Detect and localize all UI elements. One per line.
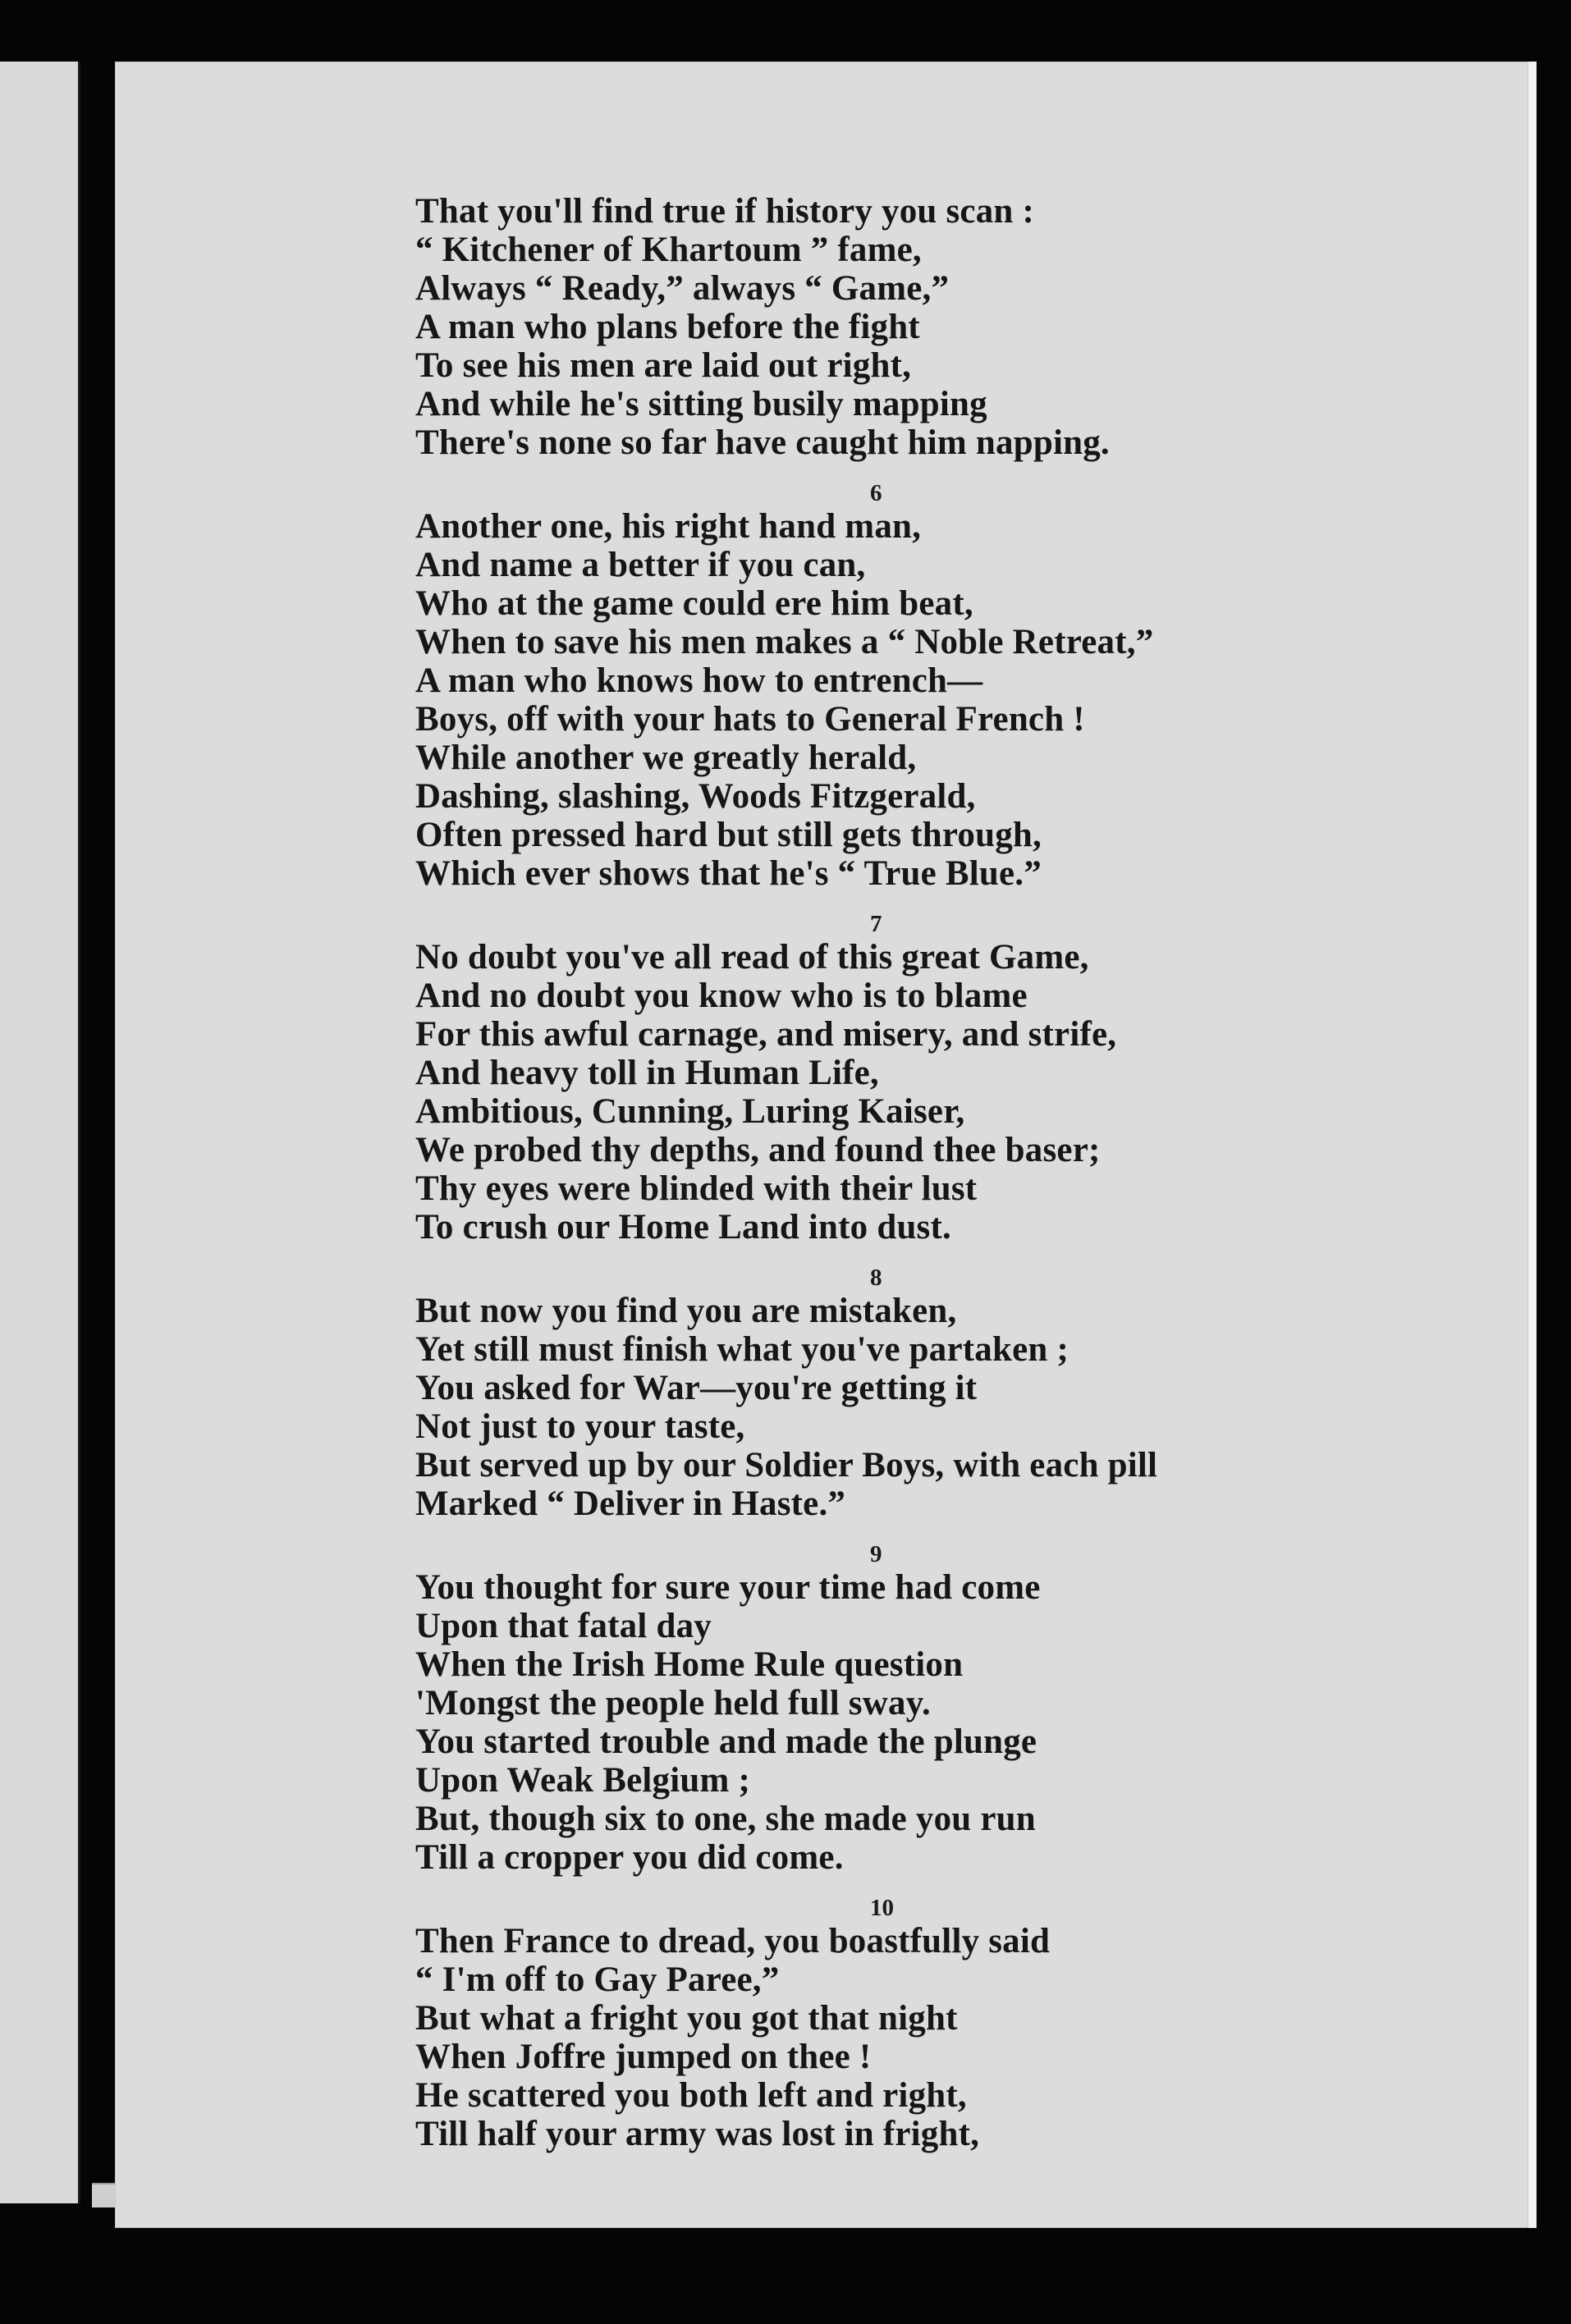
poem-line: 'Mongst the people held full sway.	[415, 1684, 931, 1722]
adjacent-page-edge	[0, 62, 80, 2203]
poem-line: For this awful carnage, and misery, and strife,	[415, 1015, 1117, 1054]
stanza-number: 9	[870, 1541, 882, 1567]
stanza-number: 7	[870, 911, 882, 937]
poem-line: But served up by our Soldier Boys, with each pill	[415, 1446, 1158, 1485]
poem-line: Till a cropper you did come.	[415, 1838, 844, 1877]
poem-line: And while he's sitting busily mapping	[415, 385, 987, 423]
poem-line: Thy eyes were blinded with their lust	[415, 1169, 978, 1208]
poem-line: You asked for War—you're getting it	[415, 1369, 978, 1407]
poem-line: Not just to your taste,	[415, 1407, 745, 1446]
poem-line: While another we greatly herald,	[415, 739, 917, 777]
poem-line: When Joffre jumped on thee !	[415, 2038, 872, 2076]
poem-line: There's none so far have caught him napping.	[415, 423, 1110, 462]
poem-body	[115, 62, 1528, 2228]
poem-line: And no doubt you know who is to blame	[415, 977, 1028, 1015]
stanza-number: 6	[870, 480, 882, 506]
poem-line: A man who plans before the fight	[415, 308, 920, 346]
poem-line: To see his men are laid out right,	[415, 346, 912, 385]
poem-line: Another one, his right hand man,	[415, 507, 922, 546]
poem-line: You thought for sure your time had come	[415, 1568, 1041, 1607]
poem-page	[115, 62, 1537, 2228]
poem-line: And name a better if you can,	[415, 546, 866, 584]
poem-line: But what a fright you got that night	[415, 1999, 958, 2038]
poem-line: Always “ Ready,” always “ Game,”	[415, 269, 950, 308]
poem-line: Marked “ Deliver in Haste.”	[415, 1485, 846, 1523]
poem-line: Upon that fatal day	[415, 1607, 712, 1645]
stanza-number: 8	[870, 1265, 882, 1291]
poem-line: Dashing, slashing, Woods Fitzgerald,	[415, 777, 976, 816]
poem-line: “ Kitchener of Khartoum ” fame,	[415, 231, 922, 269]
poem-line: He scattered you both left and right,	[415, 2076, 967, 2115]
poem-line: A man who knows how to entrench—	[415, 661, 983, 700]
poem-line: Yet still must finish what you've partaken ;	[415, 1330, 1069, 1369]
poem-line: Which ever shows that he's “ True Blue.”	[415, 854, 1042, 893]
poem-line: When the Irish Home Rule question	[415, 1645, 964, 1684]
poem-line: Often pressed hard but still gets through,	[415, 816, 1042, 854]
stanza-number: 10	[870, 1895, 894, 1921]
poem-line: No doubt you've all read of this great Game,	[415, 938, 1089, 977]
poem-line: But now you find you are mistaken,	[415, 1292, 957, 1330]
poem-line: You started trouble and made the plunge	[415, 1722, 1037, 1761]
poem-line: Upon Weak Belgium ;	[415, 1761, 750, 1800]
poem-line: “ I'm off to Gay Paree,”	[415, 1960, 780, 1999]
poem-line: When to save his men makes a “ Noble Retreat,”	[415, 623, 1154, 661]
poem-line: But, though six to one, she made you run	[415, 1800, 1036, 1838]
poem-line: That you'll find true if history you scan :	[415, 192, 1035, 231]
poem-line: Till half your army was lost in fright,	[415, 2115, 980, 2153]
poem-line: Ambitious, Cunning, Luring Kaiser,	[415, 1092, 965, 1131]
poem-line: To crush our Home Land into dust.	[415, 1208, 951, 1247]
poem-line: Then France to dread, you boastfully said	[415, 1922, 1051, 1960]
poem-line: Who at the game could ere him beat,	[415, 584, 973, 623]
poem-line: Boys, off with your hats to General French !	[415, 700, 1085, 739]
poem-line: We probed thy depths, and found thee baser;	[415, 1131, 1101, 1169]
poem-line: And heavy toll in Human Life,	[415, 1054, 879, 1092]
